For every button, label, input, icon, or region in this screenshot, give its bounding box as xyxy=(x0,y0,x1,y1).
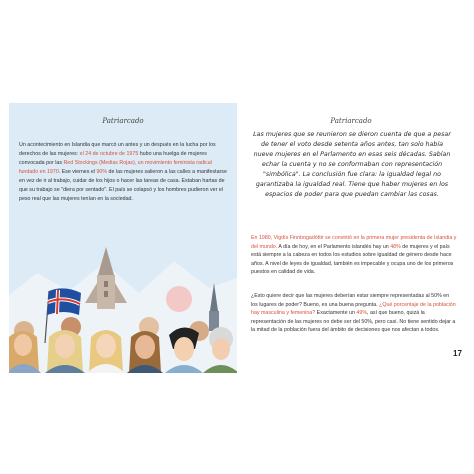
right-p2-text-3: , así que bueno, quizá la representación de las mujeres no debe ser del 50%, pero casi. No tiene sentido dejar a la mitad de la población fuera del ámbito de decisiones que nos afectan a todos. xyxy=(251,310,456,334)
handwritten-paragraph: Las mujeres que se reunieron se dieron cuenta de que a pesar de tener el voto desde setenta años antes, tan solo había nueve mujeres en el Parlamento en esas seis décadas. Sabían echar la cuenta y no se conformaban con representación "simbólica". La conclusión fue clara: la igualdad legal no garantizaba la igualdad real. Tiene que haber mujeres en los espacios de poder para que puedan cambiar las cosas. xyxy=(253,131,451,198)
left-paragraph xyxy=(19,141,227,204)
page-number: 17 xyxy=(453,349,462,358)
woman-2 xyxy=(45,330,85,373)
right-p2-text-2: Exactamente un xyxy=(315,310,357,317)
population-question: ¿Qué porcentaje de la población hay masculina y femenina? xyxy=(251,301,456,317)
president-highlight: En 1980, Vigdís Finnbogadóttir se convirtió en la primera mujer presidenta de Islandia y del mundo. xyxy=(251,235,457,250)
population-percentage: 49% xyxy=(356,310,368,317)
red-stockings-name: Red Stockings (Medias Rojas), un movimiento feminista radical fundado en 1970 xyxy=(19,160,212,175)
left-text-4: de las mujeres salieron a las calles a manifestarse en vez de ir al trabajo, cuidar de los hijos o hacer las tareas de casa. Estaban hartas de que su trabajo se "diera por sentado". El país se colapsó y los hombres pudieron ver el peso real que las mujeres tenían en la sociedad. xyxy=(19,169,227,202)
woman-1 xyxy=(9,331,41,373)
right-paragraph-2 xyxy=(251,292,457,335)
left-text-3: . Ese viernes el xyxy=(58,169,97,175)
woman-3 xyxy=(87,330,125,373)
left-page-title: Patriarcado xyxy=(102,117,144,125)
left-text-2: hubo una huelga de mujeres convocada por las xyxy=(19,151,207,166)
right-paragraph-1 xyxy=(251,234,457,277)
strike-date: el 24 de octubre de 1975 xyxy=(79,151,139,157)
left-text-1: Un acontecimiento en Islandia que marcó un antes y un después en la lucha por los derechos de las mujeres: xyxy=(19,142,216,157)
mountains xyxy=(9,261,237,373)
strike-percentage: 90% xyxy=(96,169,108,175)
pink-sun xyxy=(166,286,192,312)
right-page-title: Patriarcado xyxy=(330,117,372,125)
crowd-illustration xyxy=(9,233,237,373)
right-p1-text-2: de mujeres y el país está siempre a la cabeza en todos los estudios sobre igualdad de género desde hace años. A nivel de leyes de igualdad, también es impecable y ocupa uno de los primeros puestos en calidad de vida. xyxy=(251,243,454,276)
parliament-percentage: 48% xyxy=(390,243,401,250)
right-p2-text-1: ¿Esto quiere decir que las mujeres deberían estar siempre representadas al 50% en los lugares de poder? Bueno, es una buena pregunta. xyxy=(251,293,450,308)
woman-4 xyxy=(127,331,163,373)
right-p1-text-1: A día de hoy, en el Parlamento islandés hay un xyxy=(277,243,391,250)
right-page xyxy=(237,103,465,373)
left-page xyxy=(9,103,237,373)
